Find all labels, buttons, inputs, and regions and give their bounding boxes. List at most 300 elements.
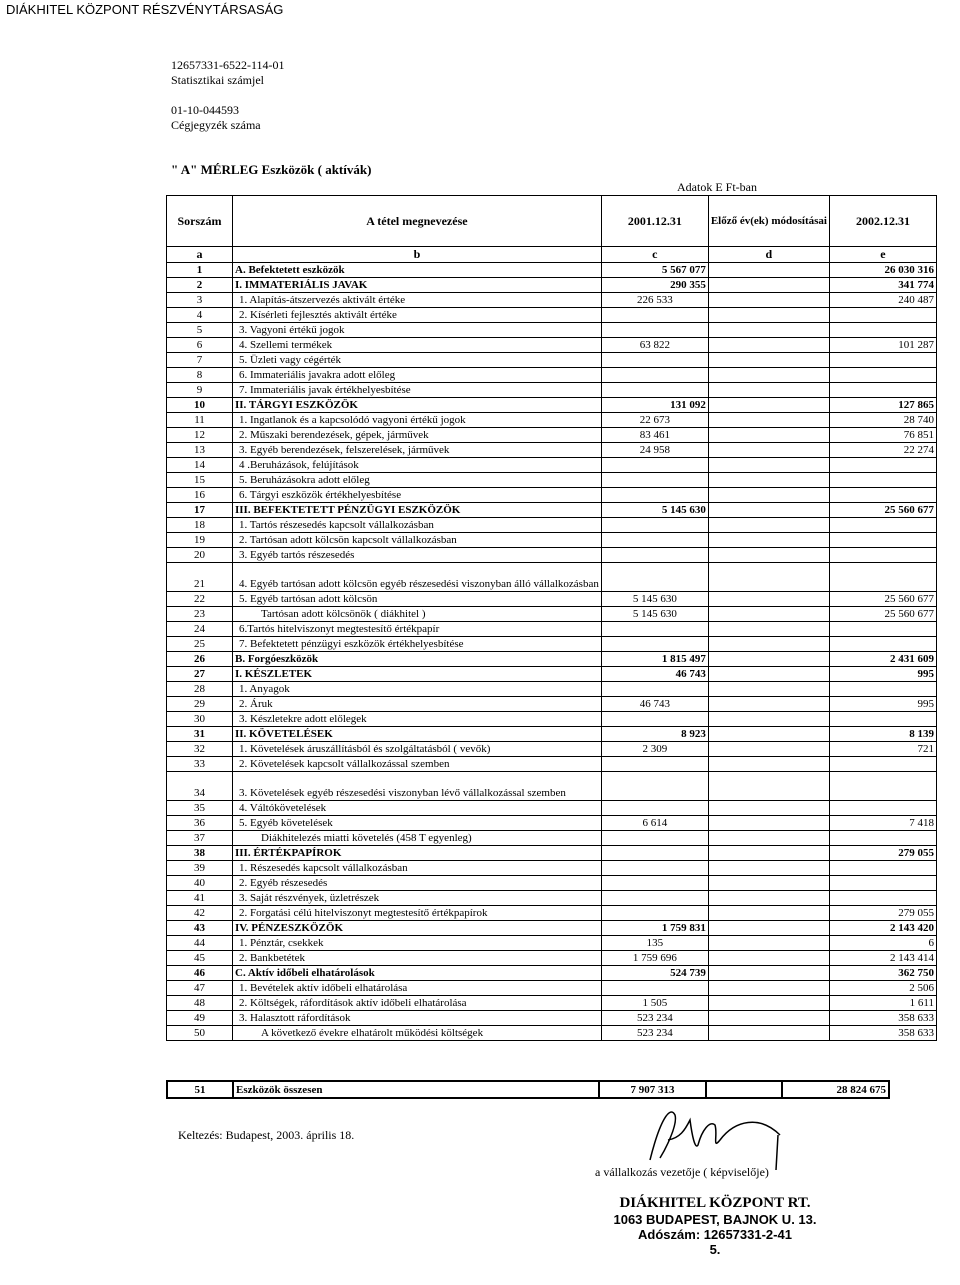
row-label: 2. Bankbetétek (233, 951, 602, 966)
row-curr-value: 28 740 (829, 413, 936, 428)
row-prev-value: 8 923 (601, 727, 708, 742)
row-curr-value (829, 518, 936, 533)
row-number: 42 (167, 906, 233, 921)
table-row (167, 563, 937, 592)
table-row (167, 801, 937, 816)
row-label: 1. Alapítás-átszervezés aktivált értéke (233, 293, 602, 308)
row-label: 3. Saját részvények, üzletrészek (233, 891, 602, 906)
row-prev-value: 22 673 (601, 413, 708, 428)
row-curr-value: 362 750 (829, 966, 936, 981)
row-mod-value (708, 308, 829, 323)
row-label: B. Forgóeszközök (233, 652, 602, 667)
row-curr-value: 76 851 (829, 428, 936, 443)
row-number: 36 (167, 816, 233, 831)
row-number: 41 (167, 891, 233, 906)
row-mod-value (708, 861, 829, 876)
row-mod-value (708, 727, 829, 742)
table-row (167, 353, 937, 368)
row-mod-value (708, 548, 829, 563)
header-col-a: Sorszám (167, 196, 233, 247)
table-row (167, 428, 937, 443)
row-label: 5. Egyéb tartósan adott kölcsön (233, 592, 602, 607)
row-prev-value (601, 682, 708, 697)
row-label: A. Befektetett eszközök (233, 263, 602, 278)
row-number: 44 (167, 936, 233, 951)
row-curr-value: 2 143 420 (829, 921, 936, 936)
row-curr-value (829, 682, 936, 697)
row-prev-value: 135 (601, 936, 708, 951)
letter-c: c (601, 247, 708, 263)
total-prev: 7 907 313 (599, 1081, 706, 1098)
row-mod-value (708, 473, 829, 488)
row-prev-value (601, 906, 708, 921)
row-curr-value (829, 458, 936, 473)
table-row (167, 323, 937, 338)
row-number: 40 (167, 876, 233, 891)
table-row (167, 936, 937, 951)
row-label: 7. Immateriális javak értékhelyesbítése (233, 383, 602, 398)
row-mod-value (708, 712, 829, 727)
reg-number-block (171, 103, 261, 133)
row-label: 3. Vagyoni értékű jogok (233, 323, 602, 338)
row-prev-value (601, 383, 708, 398)
row-number: 48 (167, 996, 233, 1011)
row-label: 1. Bevételek aktív időbeli elhatárolása (233, 981, 602, 996)
table-row (167, 876, 937, 891)
row-curr-value: 995 (829, 667, 936, 682)
header-row (167, 196, 937, 247)
row-label: III. ÉRTÉKPAPÍROK (233, 846, 602, 861)
table-row (167, 757, 937, 772)
signature-icon (640, 1100, 790, 1170)
table-row (167, 816, 937, 831)
row-label: 1. Tartós részesedés kapcsolt vállalkozásban (233, 518, 602, 533)
table-row (167, 622, 937, 637)
row-number: 32 (167, 742, 233, 757)
table-row (167, 533, 937, 548)
row-mod-value (708, 846, 829, 861)
row-mod-value (708, 652, 829, 667)
row-prev-value: 5 145 630 (601, 503, 708, 518)
row-prev-value (601, 533, 708, 548)
row-mod-value (708, 1011, 829, 1026)
row-label: 4. Váltókövetelések (233, 801, 602, 816)
row-number: 4 (167, 308, 233, 323)
row-mod-value (708, 996, 829, 1011)
table-row (167, 861, 937, 876)
row-curr-value (829, 891, 936, 906)
row-label: 1. Követelések áruszállításból és szolgáltatásból ( vevők) (233, 742, 602, 757)
table-row (167, 1011, 937, 1026)
row-number: 29 (167, 697, 233, 712)
table-row (167, 607, 937, 622)
row-label: II. TÁRGYI ESZKÖZÖK (233, 398, 602, 413)
stat-label: Statisztikai számjel (171, 73, 264, 87)
row-curr-value (829, 563, 936, 592)
row-mod-value (708, 353, 829, 368)
row-prev-value: 1 505 (601, 996, 708, 1011)
row-mod-value (708, 592, 829, 607)
reg-label: Cégjegyzék száma (171, 118, 261, 132)
row-prev-value: 290 355 (601, 278, 708, 293)
row-prev-value (601, 861, 708, 876)
row-mod-value (708, 368, 829, 383)
total-mod (706, 1081, 782, 1098)
document-title: " A" MÉRLEG Eszközök ( aktívák) (171, 162, 372, 177)
row-curr-value: 358 633 (829, 1011, 936, 1026)
row-mod-value (708, 757, 829, 772)
row-prev-value (601, 473, 708, 488)
row-curr-value (829, 533, 936, 548)
row-curr-value (829, 757, 936, 772)
row-prev-value (601, 353, 708, 368)
row-mod-value (708, 921, 829, 936)
row-label: 3. Halasztott ráfordítások (233, 1011, 602, 1026)
row-number: 12 (167, 428, 233, 443)
table-row (167, 338, 937, 353)
row-curr-value: 2 506 (829, 981, 936, 996)
table-row (167, 518, 937, 533)
table-row (167, 697, 937, 712)
row-mod-value (708, 697, 829, 712)
row-number: 18 (167, 518, 233, 533)
row-prev-value (601, 323, 708, 338)
row-curr-value (829, 488, 936, 503)
row-label: 5. Üzleti vagy cégérték (233, 353, 602, 368)
row-curr-value: 25 560 677 (829, 503, 936, 518)
row-number: 50 (167, 1026, 233, 1041)
table-row (167, 368, 937, 383)
row-mod-value (708, 936, 829, 951)
row-label: 3. Egyéb berendezések, felszerelések, járművek (233, 443, 602, 458)
row-label: 5. Beruházásokra adott előleg (233, 473, 602, 488)
row-prev-value: 5 145 630 (601, 607, 708, 622)
row-mod-value (708, 637, 829, 652)
table-row (167, 742, 937, 757)
unit-note: Adatok E Ft-ban (677, 180, 757, 194)
row-mod-value (708, 383, 829, 398)
row-label: 2. Tartósan adott kölcsön kapcsolt vállalkozásban (233, 533, 602, 548)
row-curr-value: 25 560 677 (829, 607, 936, 622)
row-prev-value: 46 743 (601, 667, 708, 682)
row-number: 21 (167, 563, 233, 592)
row-number: 20 (167, 548, 233, 563)
table-row (167, 548, 937, 563)
row-number: 2 (167, 278, 233, 293)
row-curr-value: 721 (829, 742, 936, 757)
row-curr-value (829, 622, 936, 637)
row-mod-value (708, 876, 829, 891)
row-mod-value (708, 1026, 829, 1041)
header-col-d: Előző év(ek) módosításai (708, 196, 829, 247)
row-curr-value: 2 431 609 (829, 652, 936, 667)
row-number: 1 (167, 263, 233, 278)
row-prev-value: 523 234 (601, 1011, 708, 1026)
row-prev-value (601, 772, 708, 801)
row-curr-value (829, 368, 936, 383)
row-curr-value (829, 548, 936, 563)
row-mod-value (708, 981, 829, 996)
total-label: Eszközök összesen (233, 1081, 599, 1098)
stamp-line-2: 1063 BUDAPEST, BAJNOK U. 13. (613, 1212, 817, 1227)
header-col-c: 2001.12.31 (601, 196, 708, 247)
row-mod-value (708, 338, 829, 353)
row-prev-value (601, 846, 708, 861)
table-row (167, 278, 937, 293)
row-mod-value (708, 816, 829, 831)
table-row (167, 966, 937, 981)
row-curr-value: 26 030 316 (829, 263, 936, 278)
row-label: 2. Költségek, ráfordítások aktív időbeli elhatárolása (233, 996, 602, 1011)
row-curr-value (829, 308, 936, 323)
stamp-line-1: DIÁKHITEL KÖZPONT RT. (619, 1195, 811, 1211)
row-number: 34 (167, 772, 233, 801)
row-mod-value (708, 563, 829, 592)
table-row (167, 592, 937, 607)
row-prev-value: 523 234 (601, 1026, 708, 1041)
row-mod-value (708, 503, 829, 518)
row-number: 3 (167, 293, 233, 308)
table-row (167, 667, 937, 682)
row-mod-value (708, 622, 829, 637)
row-number: 33 (167, 757, 233, 772)
total-table (166, 1080, 890, 1099)
row-curr-value (829, 876, 936, 891)
row-prev-value (601, 308, 708, 323)
table-row (167, 712, 937, 727)
row-prev-value (601, 831, 708, 846)
row-curr-value (829, 383, 936, 398)
row-curr-value (829, 473, 936, 488)
row-number: 38 (167, 846, 233, 861)
row-label: 2. Egyéb részesedés (233, 876, 602, 891)
row-prev-value (601, 488, 708, 503)
letter-d: d (708, 247, 829, 263)
row-prev-value (601, 622, 708, 637)
row-prev-value (601, 981, 708, 996)
row-curr-value: 127 865 (829, 398, 936, 413)
row-mod-value (708, 413, 829, 428)
row-label: 3. Követelések egyéb részesedési viszonyban lévő vállalkozással szemben (233, 772, 602, 801)
row-label: 2. Műszaki berendezések, gépek, járművek (233, 428, 602, 443)
row-prev-value: 5 567 077 (601, 263, 708, 278)
row-number: 24 (167, 622, 233, 637)
row-mod-value (708, 951, 829, 966)
total-curr: 28 824 675 (782, 1081, 889, 1098)
row-number: 45 (167, 951, 233, 966)
row-curr-value (829, 801, 936, 816)
row-mod-value (708, 906, 829, 921)
table-row (167, 308, 937, 323)
row-label: C. Aktív időbeli elhatárolások (233, 966, 602, 981)
row-mod-value (708, 801, 829, 816)
total-number: 51 (167, 1081, 233, 1098)
table-row (167, 443, 937, 458)
table-row (167, 458, 937, 473)
row-label: 5. Egyéb követelések (233, 816, 602, 831)
table-row (167, 488, 937, 503)
row-prev-value (601, 458, 708, 473)
row-prev-value: 1 759 696 (601, 951, 708, 966)
row-curr-value: 2 143 414 (829, 951, 936, 966)
row-mod-value (708, 682, 829, 697)
row-prev-value: 6 614 (601, 816, 708, 831)
row-label: 6. Tárgyi eszközök értékhelyesbítése (233, 488, 602, 503)
row-number: 16 (167, 488, 233, 503)
row-label: A következő évekre elhatárolt működési költségek (233, 1026, 602, 1041)
row-mod-value (708, 966, 829, 981)
row-number: 39 (167, 861, 233, 876)
row-curr-value: 279 055 (829, 906, 936, 921)
row-label: I. IMMATERIÁLIS JAVAK (233, 278, 602, 293)
row-label: 1. Anyagok (233, 682, 602, 697)
table-row (167, 503, 937, 518)
row-curr-value: 240 487 (829, 293, 936, 308)
row-mod-value (708, 831, 829, 846)
row-prev-value (601, 518, 708, 533)
row-number: 28 (167, 682, 233, 697)
row-label: 6. Immateriális javakra adott előleg (233, 368, 602, 383)
stamp-line-4: 5. (709, 1242, 721, 1257)
row-prev-value: 46 743 (601, 697, 708, 712)
row-prev-value (601, 801, 708, 816)
stamp-line-3: Adószám: 12657331-2-41 (638, 1227, 792, 1242)
row-number: 17 (167, 503, 233, 518)
row-label: I. KÉSZLETEK (233, 667, 602, 682)
row-mod-value (708, 533, 829, 548)
table-row (167, 637, 937, 652)
row-number: 31 (167, 727, 233, 742)
table-row (167, 831, 937, 846)
row-curr-value: 101 287 (829, 338, 936, 353)
row-label: 4. Szellemi termékek (233, 338, 602, 353)
total-row (167, 1081, 889, 1098)
table-row (167, 951, 937, 966)
row-curr-value: 8 139 (829, 727, 936, 742)
reg-number: 01-10-044593 (171, 103, 239, 117)
row-number: 9 (167, 383, 233, 398)
date-line: Keltezés: Budapest, 2003. április 18. (178, 1128, 355, 1142)
row-number: 25 (167, 637, 233, 652)
row-curr-value: 25 560 677 (829, 592, 936, 607)
row-label: 6.Tartós hitelviszonyt megtestesítő értékpapír (233, 622, 602, 637)
row-label: 1. Pénztár, csekkek (233, 936, 602, 951)
row-prev-value: 524 739 (601, 966, 708, 981)
row-mod-value (708, 607, 829, 622)
row-curr-value: 341 774 (829, 278, 936, 293)
row-number: 22 (167, 592, 233, 607)
row-number: 23 (167, 607, 233, 622)
row-prev-value: 2 309 (601, 742, 708, 757)
row-label: 2. Kísérleti fejlesztés aktivált értéke (233, 308, 602, 323)
row-prev-value (601, 637, 708, 652)
row-mod-value (708, 772, 829, 801)
row-number: 7 (167, 353, 233, 368)
company-stamp (600, 1195, 830, 1257)
row-number: 30 (167, 712, 233, 727)
row-number: 6 (167, 338, 233, 353)
row-curr-value: 22 274 (829, 443, 936, 458)
row-prev-value (601, 548, 708, 563)
row-curr-value (829, 637, 936, 652)
row-prev-value: 5 145 630 (601, 592, 708, 607)
row-curr-value: 279 055 (829, 846, 936, 861)
row-mod-value (708, 428, 829, 443)
row-label: III. BEFEKTETETT PÉNZÜGYI ESZKÖZÖK (233, 503, 602, 518)
row-mod-value (708, 293, 829, 308)
row-curr-value: 358 633 (829, 1026, 936, 1041)
table-row (167, 293, 937, 308)
row-mod-value (708, 891, 829, 906)
table-row (167, 996, 937, 1011)
row-label: II. KÖVETELÉSEK (233, 727, 602, 742)
row-mod-value (708, 443, 829, 458)
row-number: 46 (167, 966, 233, 981)
row-number: 15 (167, 473, 233, 488)
table-row (167, 891, 937, 906)
row-label: 2. Követelések kapcsolt vállalkozással szemben (233, 757, 602, 772)
stat-number: 12657331-6522-114-01 (171, 58, 285, 72)
row-mod-value (708, 488, 829, 503)
row-curr-value: 6 (829, 936, 936, 951)
table-row (167, 846, 937, 861)
row-number: 11 (167, 413, 233, 428)
row-label: 3. Készletekre adott előlegek (233, 712, 602, 727)
row-prev-value: 1 759 831 (601, 921, 708, 936)
row-label: 1. Ingatlanok és a kapcsolódó vagyoni értékű jogok (233, 413, 602, 428)
table-row (167, 981, 937, 996)
table-row (167, 383, 937, 398)
row-label: IV. PÉNZESZKÖZÖK (233, 921, 602, 936)
row-label: 2. Áruk (233, 697, 602, 712)
row-number: 19 (167, 533, 233, 548)
row-mod-value (708, 518, 829, 533)
table-row (167, 263, 937, 278)
row-prev-value: 83 461 (601, 428, 708, 443)
table-row (167, 473, 937, 488)
table-row (167, 772, 937, 801)
row-curr-value (829, 323, 936, 338)
row-mod-value (708, 278, 829, 293)
table-row (167, 906, 937, 921)
row-prev-value (601, 712, 708, 727)
row-number: 49 (167, 1011, 233, 1026)
row-label: 2. Forgatási célú hitelviszonyt megtestesítő értékpapírok (233, 906, 602, 921)
table-row (167, 413, 937, 428)
row-label: 4 .Beruházások, felújítások (233, 458, 602, 473)
row-prev-value: 131 092 (601, 398, 708, 413)
row-prev-value (601, 368, 708, 383)
company-name: DIÁKHITEL KÖZPONT RÉSZVÉNYTÁRSASÁG (6, 2, 284, 17)
letter-a: a (167, 247, 233, 263)
row-label: Tartósan adott kölcsönök ( diákhitel ) (233, 607, 602, 622)
row-mod-value (708, 667, 829, 682)
letter-b: b (233, 247, 602, 263)
header-col-e: 2002.12.31 (829, 196, 936, 247)
row-number: 37 (167, 831, 233, 846)
signer-label: a vállalkozás vezetője ( képviselője) (595, 1165, 769, 1179)
table-row (167, 652, 937, 667)
row-mod-value (708, 398, 829, 413)
row-label: 7. Befektetett pénzügyi eszközök értékhelyesbítése (233, 637, 602, 652)
row-mod-value (708, 323, 829, 338)
table-row (167, 727, 937, 742)
row-prev-value: 1 815 497 (601, 652, 708, 667)
row-number: 47 (167, 981, 233, 996)
row-curr-value (829, 831, 936, 846)
row-label: Diákhitelezés miatti követelés (458 T egyenleg) (233, 831, 602, 846)
header-col-b: A tétel megnevezése (233, 196, 602, 247)
